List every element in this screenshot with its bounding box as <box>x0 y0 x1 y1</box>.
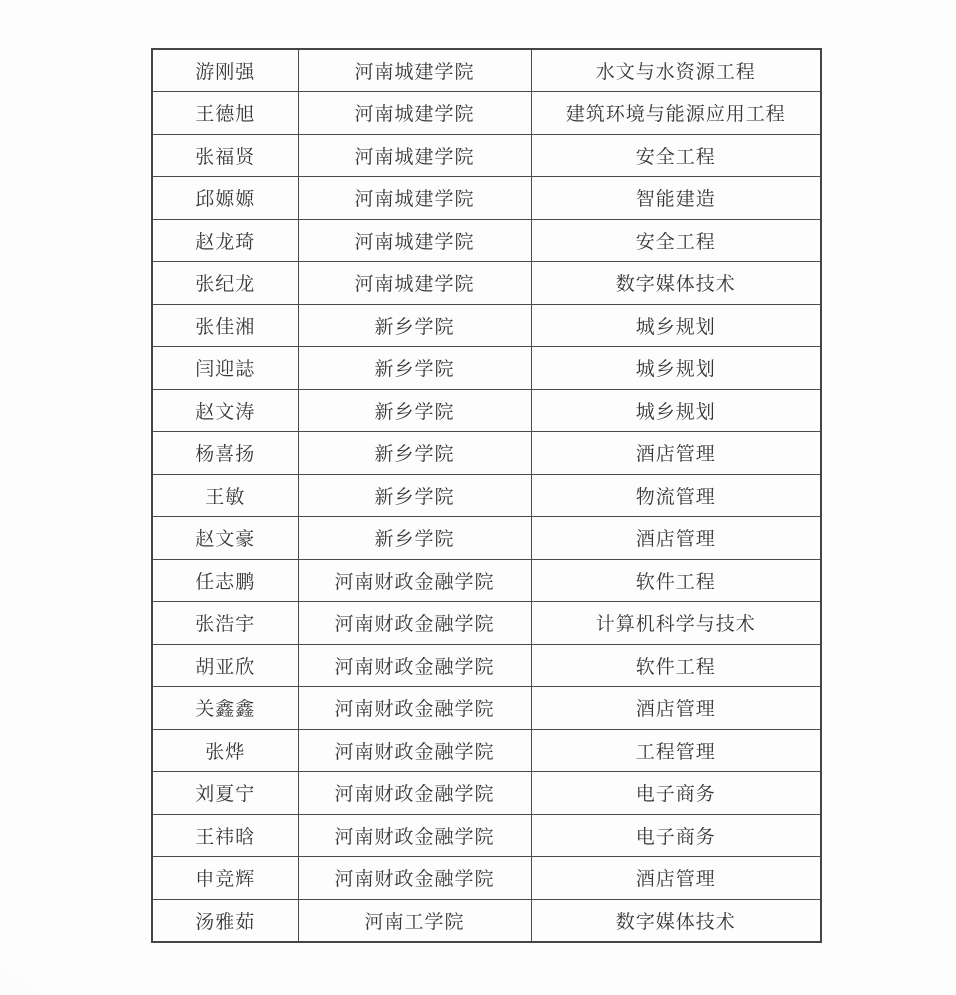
cell-major: 水文与水资源工程 <box>531 49 821 92</box>
cell-school: 河南财政金融学院 <box>298 857 531 900</box>
cell-school: 河南城建学院 <box>298 177 531 220</box>
cell-major: 城乡规划 <box>531 347 821 390</box>
cell-student-name: 胡亚欣 <box>152 644 298 687</box>
table-row <box>152 347 821 390</box>
cell-major: 软件工程 <box>531 559 821 602</box>
cell-school: 新乡学院 <box>298 474 531 517</box>
cell-major: 智能建造 <box>531 177 821 220</box>
cell-student-name: 邱嫄嫄 <box>152 177 298 220</box>
table-row <box>152 602 821 645</box>
cell-major: 数字媒体技术 <box>531 262 821 305</box>
cell-major: 城乡规划 <box>531 304 821 347</box>
cell-student-name: 关鑫鑫 <box>152 687 298 730</box>
cell-school: 河南城建学院 <box>298 134 531 177</box>
cell-student-name: 赵文豪 <box>152 517 298 560</box>
table-row <box>152 219 821 262</box>
cell-student-name: 刘夏宁 <box>152 772 298 815</box>
cell-school: 河南城建学院 <box>298 219 531 262</box>
cell-student-name: 汤雅茹 <box>152 899 298 942</box>
table-row <box>152 134 821 177</box>
table-row <box>152 772 821 815</box>
cell-major: 安全工程 <box>531 219 821 262</box>
cell-student-name: 张浩宇 <box>152 602 298 645</box>
table-row <box>152 644 821 687</box>
cell-major: 安全工程 <box>531 134 821 177</box>
cell-student-name: 张佳湘 <box>152 304 298 347</box>
cell-student-name: 王德旭 <box>152 92 298 135</box>
table-row <box>152 899 821 942</box>
cell-major: 数字媒体技术 <box>531 899 821 942</box>
cell-student-name: 游刚强 <box>152 49 298 92</box>
cell-school: 河南城建学院 <box>298 92 531 135</box>
table-row <box>152 432 821 475</box>
cell-student-name: 张福贤 <box>152 134 298 177</box>
cell-major: 建筑环境与能源应用工程 <box>531 92 821 135</box>
table-row <box>152 304 821 347</box>
table-row <box>152 729 821 772</box>
cell-school: 新乡学院 <box>298 432 531 475</box>
table-row <box>152 389 821 432</box>
cell-student-name: 赵文涛 <box>152 389 298 432</box>
cell-major: 酒店管理 <box>531 432 821 475</box>
cell-student-name: 王敏 <box>152 474 298 517</box>
cell-major: 酒店管理 <box>531 517 821 560</box>
cell-school: 新乡学院 <box>298 517 531 560</box>
cell-student-name: 闫迎誌 <box>152 347 298 390</box>
cell-school: 河南财政金融学院 <box>298 602 531 645</box>
student-roster-table <box>151 48 822 943</box>
cell-major: 工程管理 <box>531 729 821 772</box>
cell-student-name: 王祎晗 <box>152 814 298 857</box>
cell-major: 酒店管理 <box>531 857 821 900</box>
cell-school: 河南城建学院 <box>298 49 531 92</box>
table-row <box>152 49 821 92</box>
cell-school: 河南工学院 <box>298 899 531 942</box>
cell-school: 河南城建学院 <box>298 262 531 305</box>
table-row <box>152 814 821 857</box>
cell-school: 新乡学院 <box>298 304 531 347</box>
cell-school: 河南财政金融学院 <box>298 644 531 687</box>
cell-school: 河南财政金融学院 <box>298 772 531 815</box>
cell-major: 软件工程 <box>531 644 821 687</box>
cell-major: 物流管理 <box>531 474 821 517</box>
cell-school: 河南财政金融学院 <box>298 687 531 730</box>
table-row <box>152 517 821 560</box>
cell-school: 新乡学院 <box>298 389 531 432</box>
cell-school: 新乡学院 <box>298 347 531 390</box>
roster-table-body <box>152 49 821 942</box>
table-row <box>152 559 821 602</box>
table-row <box>152 92 821 135</box>
cell-student-name: 张烨 <box>152 729 298 772</box>
cell-school: 河南财政金融学院 <box>298 559 531 602</box>
table-row <box>152 474 821 517</box>
cell-major: 城乡规划 <box>531 389 821 432</box>
cell-student-name: 张纪龙 <box>152 262 298 305</box>
cell-school: 河南财政金融学院 <box>298 814 531 857</box>
cell-major: 计算机科学与技术 <box>531 602 821 645</box>
table-row <box>152 177 821 220</box>
table-row <box>152 687 821 730</box>
cell-student-name: 申竞辉 <box>152 857 298 900</box>
cell-major: 酒店管理 <box>531 687 821 730</box>
cell-major: 电子商务 <box>531 772 821 815</box>
cell-major: 电子商务 <box>531 814 821 857</box>
cell-student-name: 赵龙琦 <box>152 219 298 262</box>
cell-school: 河南财政金融学院 <box>298 729 531 772</box>
cell-student-name: 任志鹏 <box>152 559 298 602</box>
table-row <box>152 857 821 900</box>
table-row <box>152 262 821 305</box>
cell-student-name: 杨喜扬 <box>152 432 298 475</box>
